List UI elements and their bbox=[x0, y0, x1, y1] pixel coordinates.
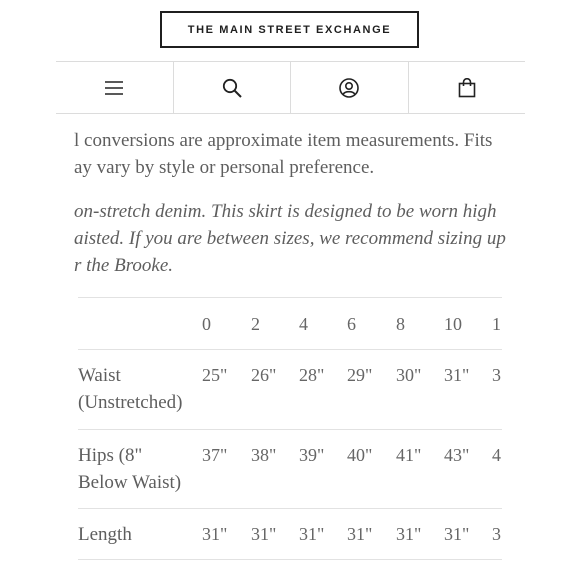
row-label: (Unstretched) bbox=[78, 392, 183, 413]
table-cell: 30" bbox=[396, 365, 422, 385]
menu-icon bbox=[105, 81, 123, 95]
account-button[interactable] bbox=[291, 62, 409, 113]
search-button[interactable] bbox=[174, 62, 292, 113]
table-divider bbox=[78, 349, 502, 350]
table-divider bbox=[78, 508, 502, 509]
fit-note: on-stretch denim. This skirt is designed to be worn high aisted. If you are between sizes, we recommend sizing up r the Brooke. bbox=[74, 201, 506, 276]
table-cell: 40" bbox=[347, 445, 373, 465]
size-header: 0 bbox=[202, 314, 211, 334]
cart-button[interactable] bbox=[409, 62, 526, 113]
size-header: 6 bbox=[347, 314, 356, 334]
header-nav bbox=[56, 61, 525, 114]
table-cell: 41" bbox=[396, 445, 422, 465]
row-label: Hips (8" bbox=[78, 445, 143, 466]
table-cell: 31" bbox=[347, 524, 373, 544]
size-header: 2 bbox=[251, 314, 260, 334]
table-cell: 31" bbox=[444, 524, 470, 544]
size-header: 1 bbox=[492, 314, 501, 334]
store-name: THE MAIN STREET EXCHANGE bbox=[187, 23, 392, 36]
table-cell: 25" bbox=[202, 365, 228, 385]
table-cell: 4 bbox=[492, 445, 501, 465]
conversion-note: l conversions are approximate item measurements. Fits ay vary by style or personal preference. bbox=[74, 130, 493, 178]
account-icon bbox=[339, 78, 359, 98]
table-divider bbox=[78, 297, 502, 298]
table-cell: 31" bbox=[444, 365, 470, 385]
table-cell: 38" bbox=[251, 445, 277, 465]
table-cell: 3 bbox=[492, 524, 501, 544]
table-cell: 31" bbox=[251, 524, 277, 544]
menu-button[interactable] bbox=[56, 62, 174, 113]
row-label: Below Waist) bbox=[78, 472, 182, 493]
size-header: 4 bbox=[299, 314, 308, 334]
size-header: 8 bbox=[396, 314, 405, 334]
table-divider bbox=[78, 429, 502, 430]
table-cell: 28" bbox=[299, 365, 325, 385]
shopping-bag-icon bbox=[458, 78, 476, 98]
table-cell: 31" bbox=[396, 524, 422, 544]
table-cell: 37" bbox=[202, 445, 228, 465]
table-cell: 31" bbox=[299, 524, 325, 544]
store-logo[interactable] bbox=[160, 11, 419, 48]
table-cell: 31" bbox=[202, 524, 228, 544]
size-header: 10 bbox=[444, 314, 462, 334]
table-cell: 3 bbox=[492, 365, 501, 385]
table-cell: 39" bbox=[299, 445, 325, 465]
size-guide-content bbox=[56, 112, 525, 580]
row-label: Waist bbox=[78, 365, 121, 386]
table-cell: 26" bbox=[251, 365, 277, 385]
row-label: Length bbox=[78, 524, 132, 545]
table-cell: 29" bbox=[347, 365, 373, 385]
search-icon bbox=[222, 78, 242, 98]
table-cell: 43" bbox=[444, 445, 470, 465]
table-divider bbox=[78, 559, 502, 560]
